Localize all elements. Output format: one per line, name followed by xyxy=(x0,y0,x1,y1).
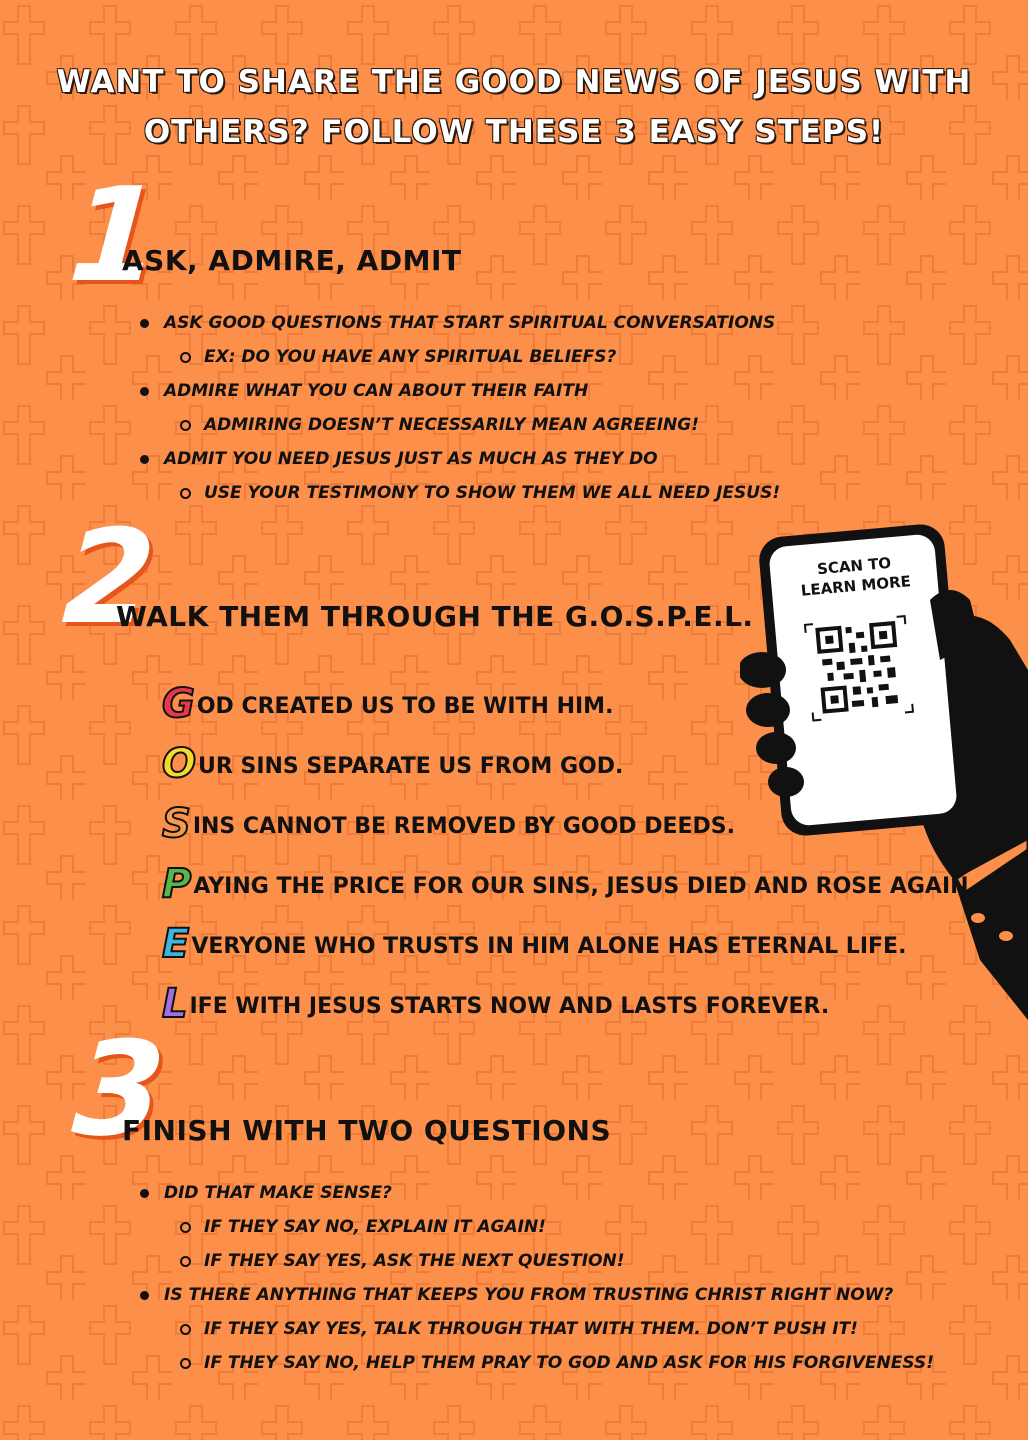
gospel-letter: O xyxy=(162,741,197,787)
page-title: WANT TO SHARE THE GOOD NEWS OF JESUS WITH OTHERS? FOLLOW THESE 3 EASY STEPS! xyxy=(56,64,972,150)
step-1-bullet: ADMIT YOU NEED JESUS JUST AS MUCH AS THEY DO xyxy=(136,442,780,476)
gospel-line-o xyxy=(162,724,977,787)
step-1-bullet-list xyxy=(136,306,780,510)
gospel-line-p xyxy=(162,844,977,907)
gospel-line-g xyxy=(162,664,977,727)
gospel-text: OD CREATED US TO BE WITH HIM. xyxy=(196,694,614,719)
step-3-bullet: IS THERE ANYTHING THAT KEEPS YOU FROM TRUSTING CHRIST RIGHT NOW? xyxy=(136,1278,934,1312)
gospel-text: AYING THE PRICE FOR OUR SINS, JESUS DIED AND ROSE AGAIN. xyxy=(193,874,977,899)
step-3-sub-bullet: IF THEY SAY YES, ASK THE NEXT QUESTION! xyxy=(136,1244,934,1278)
step-1-sub-bullet: USE YOUR TESTIMONY TO SHOW THEM WE ALL NEED JESUS! xyxy=(136,476,780,510)
gospel-letter: E xyxy=(162,921,190,967)
step-1-sub-bullet: ADMIRING DOESN’T NECESSARILY MEAN AGREEING! xyxy=(136,408,780,442)
gospel-letter: L xyxy=(162,981,188,1027)
step-1-bullet: ASK GOOD QUESTIONS THAT START SPIRITUAL CONVERSATIONS xyxy=(136,306,780,340)
step-1-bullet: ADMIRE WHAT YOU CAN ABOUT THEIR FAITH xyxy=(136,374,780,408)
step-2-number: 2 xyxy=(58,501,160,653)
step-3-number: 3 xyxy=(68,1013,170,1165)
step-3-sub-bullet: IF THEY SAY NO, EXPLAIN IT AGAIN! xyxy=(136,1210,934,1244)
scan-label-line-2: LEARN MORE xyxy=(800,572,912,600)
step-2-heading: WALK THEM THROUGH THE G.O.S.P.E.L. xyxy=(116,600,754,633)
step-3-bullet: DID THAT MAKE SENSE? xyxy=(136,1176,934,1210)
gospel-text: IFE WITH JESUS STARTS NOW AND LASTS FOREVER. xyxy=(189,994,830,1019)
gospel-line-e xyxy=(162,904,977,967)
gospel-text: INS CANNOT BE REMOVED BY GOOD DEEDS. xyxy=(192,814,736,839)
step-1-sub-bullet: EX: DO YOU HAVE ANY SPIRITUAL BELIEFS? xyxy=(136,340,780,374)
step-1-number: 1 xyxy=(64,159,166,311)
gospel-letter: S xyxy=(162,801,191,847)
step-3-heading: FINISH WITH TWO QUESTIONS xyxy=(122,1114,612,1147)
scan-label-line-1: SCAN TO xyxy=(816,553,892,579)
step-3-sub-bullet: IF THEY SAY NO, HELP THEM PRAY TO GOD AND ASK FOR HIS FORGIVENESS! xyxy=(136,1346,934,1380)
step-3-sub-bullet: IF THEY SAY YES, TALK THROUGH THAT WITH THEM. DON’T PUSH IT! xyxy=(136,1312,934,1346)
gospel-text: VERYONE WHO TRUSTS IN HIM ALONE HAS ETERNAL LIFE. xyxy=(191,934,907,959)
gospel-acrostic xyxy=(162,664,977,1027)
step-1-heading: ASK, ADMIRE, ADMIT xyxy=(122,244,462,277)
gospel-letter: G xyxy=(162,681,195,727)
gospel-letter: P xyxy=(162,861,192,907)
step-3-bullet-list xyxy=(136,1176,934,1380)
gospel-line-s xyxy=(162,784,977,847)
gospel-text: UR SINS SEPARATE US FROM GOD. xyxy=(198,754,624,779)
gospel-line-l xyxy=(162,964,977,1027)
